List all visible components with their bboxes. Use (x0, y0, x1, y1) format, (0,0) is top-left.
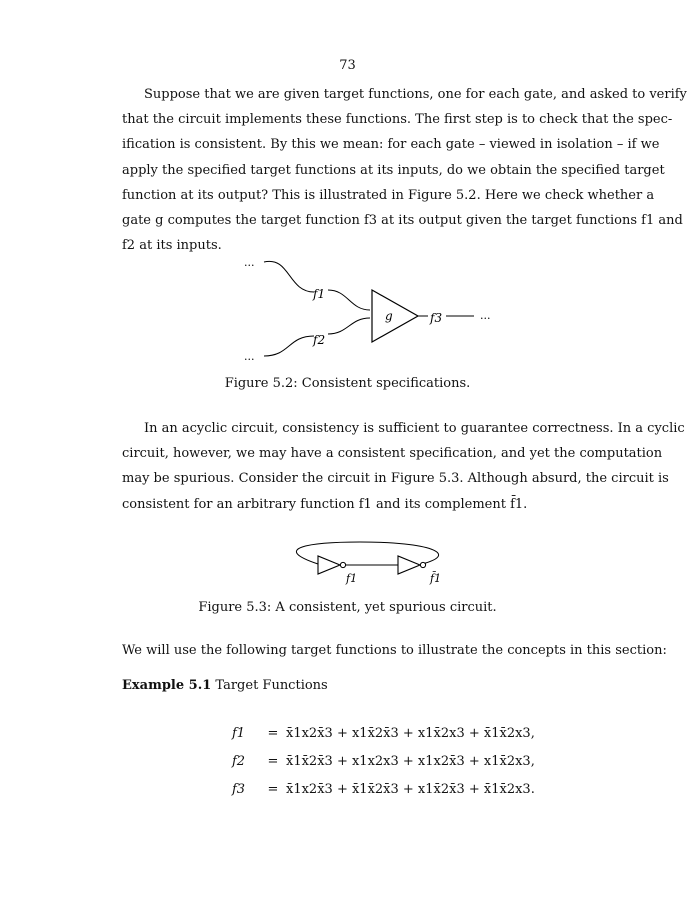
paragraph-line: gate g computes the target function f3 at its output given the target functions f1 and (122, 213, 683, 229)
dots-top: ... (244, 256, 255, 269)
wire-f1-in (264, 261, 314, 292)
example-label: Example 5.1 (122, 678, 212, 693)
paragraph-line: function at its output? This is illustrated in Figure 5.2. Here we check whether a (122, 187, 655, 203)
gate-g (372, 290, 418, 342)
equation-row (232, 754, 535, 769)
figure-5-2-caption: Figure 5.2: Consistent specifications. (224, 376, 471, 391)
paragraph-line: ification is consistent. By this we mean: for each gate – viewed in isolation – if we (122, 137, 660, 153)
example-title: Target Functions (215, 678, 328, 693)
inverter-2-bubble (420, 562, 425, 567)
paragraph-line: Suppose that we are given target functions, one for each gate, and asked to verify (144, 87, 687, 102)
equation-lhs: f1 (232, 726, 246, 741)
wire-f2-in (264, 336, 314, 356)
wire-f1-to-gate (328, 290, 370, 310)
wire-f2-to-gate (328, 318, 370, 334)
equation-rel: = (267, 782, 279, 797)
equation-row (232, 726, 535, 741)
inverter-1 (318, 556, 340, 574)
label-f1-bar: f̄1 (430, 572, 442, 585)
equation-rhs: x̄1x2x̄3 + x1x̄2x̄3 + x1x̄2x3 + x̄1x̄2x3, (286, 726, 535, 741)
inverter-2 (398, 556, 420, 574)
label-f2: f2 (313, 333, 326, 347)
equation-rel: = (267, 754, 279, 769)
intro-sentence (122, 638, 667, 663)
label-f1: f1 (313, 287, 326, 301)
label-f1: f1 (346, 572, 358, 585)
paragraph-line: In an acyclic circuit, consistency is sufficient to guarantee correctness. In a cyclic (144, 421, 685, 436)
equation-rhs: x̄1x2x̄3 + x̄1x̄2x̄3 + x1x̄2x̄3 + x̄1x̄2x3. (286, 782, 535, 797)
equation-row (232, 782, 535, 797)
paragraph-line: We will use the following target functions to illustrate the concepts in this section: (122, 643, 667, 658)
example-heading (122, 678, 328, 693)
paragraph-line: circuit, however, we may have a consistent specification, and yet the computation (122, 446, 663, 462)
dots-right: ... (480, 309, 491, 322)
equation-rel: = (267, 726, 279, 741)
equation-lhs: f2 (232, 754, 246, 769)
paragraph-line: may be spurious. Consider the circuit in Figure 5.3. Although absurd, the circuit is (122, 471, 669, 487)
label-g: g (385, 309, 393, 323)
paragraph-line: f2 at its inputs. (122, 238, 222, 254)
label-f3: f3 (430, 311, 443, 325)
dots-bottom: ... (244, 350, 255, 363)
figure-5-2-gate-diagram (230, 252, 510, 372)
equation-rhs: x̄1x̄2x̄3 + x1x2x3 + x1x2x̄3 + x1x̄2x3, (286, 754, 535, 769)
figure-5-3-caption: Figure 5.3: A consistent, yet spurious circuit. (198, 600, 497, 615)
page-number: 73 (339, 58, 356, 73)
inverter-1-bubble (340, 562, 345, 567)
paragraph-acyclic (122, 416, 685, 517)
paragraph-line: that the circuit implements these functions. The first step is to check that the spec- (122, 112, 673, 128)
paragraph-line: consistent for an arbitrary function f1 and its complement f̄1. (122, 496, 528, 512)
paragraph-consistency (122, 82, 687, 258)
figure-5-3-cyclic-circuit (290, 540, 450, 590)
equation-lhs: f3 (232, 782, 246, 797)
paragraph-line: apply the specified target functions at its inputs, do we obtain the specified target (122, 162, 665, 178)
